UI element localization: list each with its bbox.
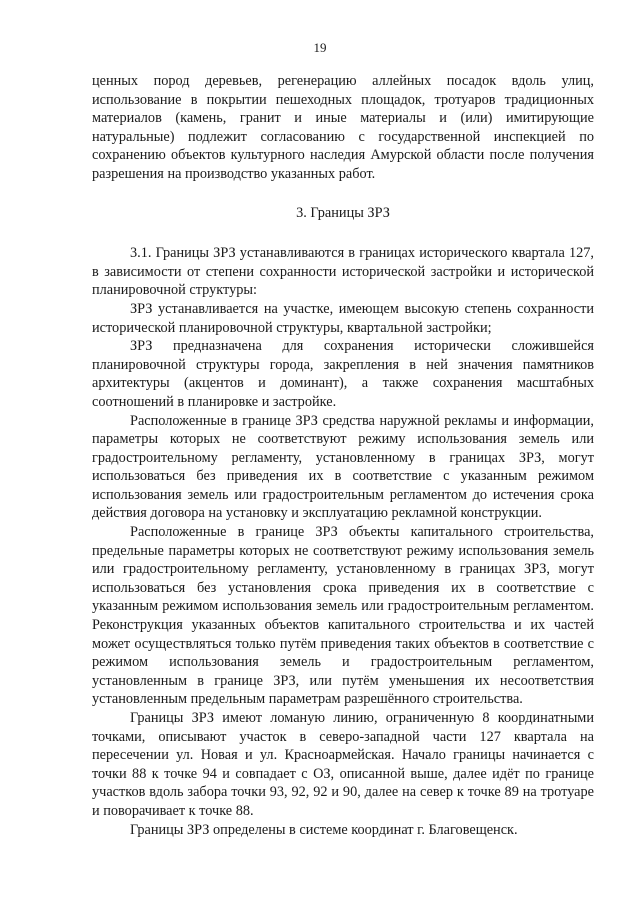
paragraph-coordinate-system: Границы ЗРЗ определены в системе координат г. Благовещенск.	[130, 821, 518, 838]
section-title: 3. Границы ЗРЗ	[296, 204, 390, 221]
paragraph-advertising: Расположенные в границе ЗРЗ средства наружной рекламы и информации, параметры которых не соответствуют режиму использования земель или градостроительному регламенту, установленному в границах ЗРЗ, могут использоваться без приведения их в соответствие с указанным режимом использования земель или градостроительным регламентом до истечения срока действия договора на установку и эксплуатацию рекламной конструкции.	[92, 412, 594, 522]
page-number: 19	[313, 40, 327, 55]
intro-paragraph: ценных пород деревьев, регенерацию аллейных посадок вдоль улиц, использование в покрытии пешеходных площадок, тротуаров традиционных материалов (камень, гранит и иные материалы и (или) имитирующие натуральные) подлежит согласованию с государственной инспекцией по сохранению объектов культурного наследия Амурской области после получения разрешения на производство указанных работ.	[92, 73, 594, 182]
paragraph-zrz-purpose: ЗРЗ предназначена для сохранения исторически сложившейся планировочной структуры города, закрепления в ней значения памятников архитектуры (акцентов и доминант), а также сохранения масштабных соотношений в планировке и застройке.	[92, 338, 594, 410]
paragraph-boundary-description: Границы ЗРЗ имеют ломаную линию, ограниченную 8 координатными точками, описывают участок в северо-западной части 127 квартала на пересечении ул. Новая и ул. Красноармейская. Начало границы начинается с точки 88 к точке 94 и совпадает с ОЗ, описанной выше, далее идёт по границе участков вдоль забора точки 93, 92, 92 и 90, далее на север к точке 89 на тротуаре и поворачивает к точке 88.	[92, 710, 594, 819]
paragraph-3-1: 3.1. Границы ЗРЗ устанавливаются в границах исторического квартала 127, в зависимости от степени сохранности исторической застройки и исторической планировочной структуры:	[92, 245, 594, 299]
page-content	[92, 72, 594, 839]
paragraph-zrz-location: ЗРЗ устанавливается на участке, имеющем высокую степень сохранности исторической планировочной структуры, квартальной застройки;	[92, 300, 594, 336]
paragraph-capital-construction: Расположенные в границе ЗРЗ объекты капитального строительства, предельные параметры которых не соответствуют режиму использования земель или градостроительному регламенту, установленному в границах ЗРЗ, могут использоваться без установления срока приведения их в соответствие с указанным режимом использования земель или градостроительным регламентом. Реконструкция указанных объектов капитального строительства и их частей может осуществляться только путём приведения таких объектов в соответствие с режимом использования земель и градостроительным регламентом, установленным в границе ЗРЗ, или путём уменьшения их несоответствия установленным предельным параметрам разрешённого строительства.	[92, 524, 594, 708]
